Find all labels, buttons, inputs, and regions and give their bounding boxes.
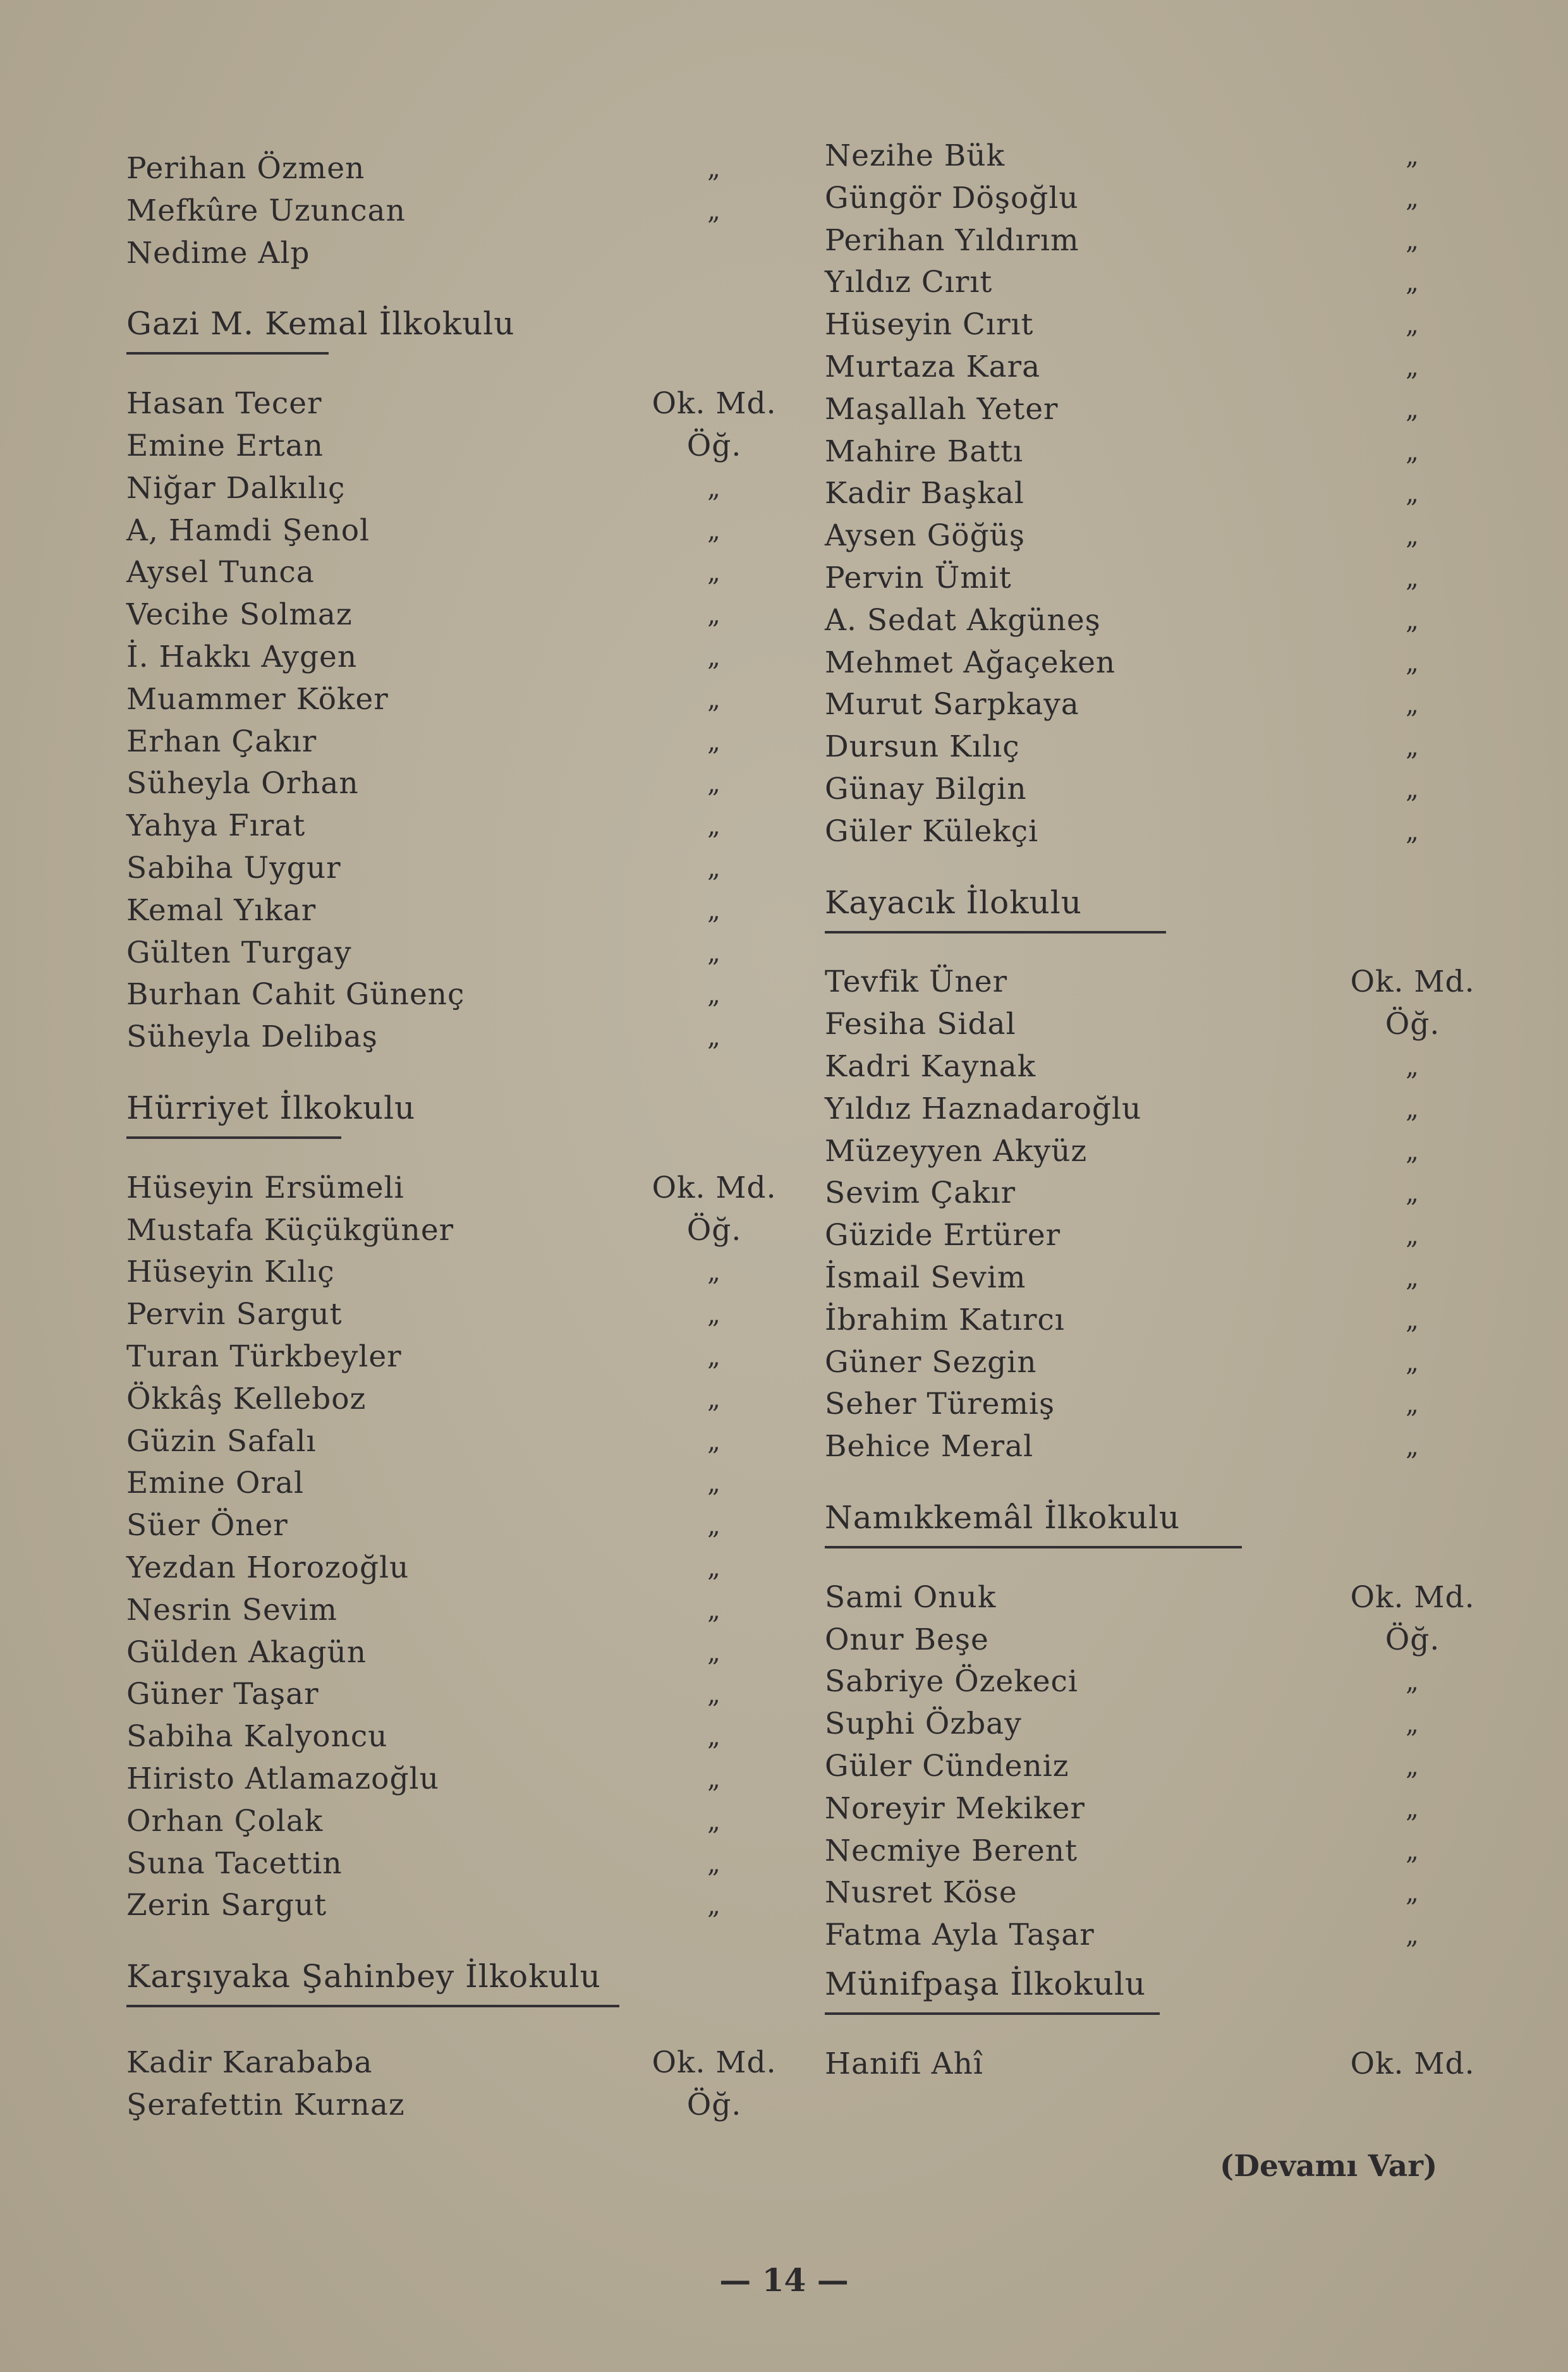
entry-row [126,1504,796,1548]
role-label: „ [707,1891,721,1921]
section-heading [126,1086,415,1130]
entry-row [126,550,796,595]
person-name: Burhan Cahit Günenç [126,977,465,1013]
person-name: Sabiha Kalyoncu [126,1719,388,1755]
person-name: Süheyla Delibaş [126,1019,378,1055]
person-name: Gülten Turgay [126,935,352,970]
person-name: Behice Meral [825,1429,1034,1464]
person-name: Niğar Dalkılıç [126,470,346,506]
entry-row [126,635,796,679]
person-name: Güzin Safalı [126,1423,317,1459]
section-title: Gazi M. Kemal İlkokulu [126,305,515,343]
role-label: „ [1406,183,1419,213]
person-name: Dursun Kılıç [825,729,1020,765]
entry-row [825,1425,1520,1469]
entry-row [126,1208,796,1253]
role-label: „ [707,1765,721,1794]
role-label: „ [1406,521,1419,551]
role-label: „ [707,558,721,588]
person-name: Nedime Alp [126,235,310,271]
section-heading [126,1954,601,1998]
entry-row [126,147,796,191]
entry-row [825,1913,1520,1957]
entry-row [825,1576,1520,1620]
person-name: Hüseyin Ersümeli [126,1170,404,1205]
section-heading [825,1495,1180,1540]
role-label: Öğ. [686,429,742,463]
section-heading [825,1962,1146,2006]
role-label: Öğ. [1385,1007,1440,1042]
role-label: Ok. Md. [1350,1579,1475,1615]
role-label: „ [1406,1878,1419,1908]
person-name: Süer Öner [126,1508,288,1543]
entry-row [825,683,1520,727]
entry-row [825,303,1520,347]
role-label: „ [707,896,721,925]
role-label: „ [1406,1136,1419,1166]
entry-row [126,1546,796,1590]
person-name: Yıldız Cırıt [825,265,993,300]
role-label: „ [1406,1836,1419,1866]
person-name: A. Sedat Akgüneş [825,602,1101,638]
entry-row [825,430,1520,474]
entry-row [126,1461,796,1505]
entry-row [825,387,1520,432]
section-heading [126,301,515,346]
person-name: Yıldız Haznadaroğlu [825,1091,1142,1126]
role-label: „ [1406,775,1419,804]
person-name: Hiristo Atlamazoğlu [126,1761,439,1796]
entry-row [825,219,1520,263]
person-name: Kadir Başkal [825,476,1024,511]
entry-row [126,1292,796,1337]
entry-row [126,1757,796,1801]
person-name: Perihan Özmen [126,151,365,186]
role-label: „ [707,1638,721,1667]
entry-row [825,556,1520,600]
entry-row [126,1883,796,1928]
role-label: „ [707,1384,721,1414]
role-label: „ [1406,1432,1419,1462]
entry-row [825,471,1520,516]
role-label: „ [707,1554,721,1583]
entry-row [825,725,1520,769]
person-name: Muammer Köker [126,681,389,717]
person-name: Yezdan Horozoğlu [126,1550,410,1585]
role-label: „ [707,980,721,1010]
person-name: Müzeyyen Akyüz [825,1133,1088,1169]
entry-row [126,424,796,468]
section-underline [126,2005,619,2007]
entry-row [126,1250,796,1294]
section-title: Münifpaşa İlkokulu [825,1966,1146,2002]
role-label: „ [1406,564,1419,593]
role-label: „ [707,854,721,883]
person-name: Sabriye Özekeci [825,1664,1078,1700]
role-label: „ [707,643,721,672]
section-title: Karşıyaka Şahinbey İlkokulu [126,1958,601,1995]
person-name: Sevim Çakır [825,1176,1016,1211]
entry-row [126,973,796,1017]
role-label: „ [707,1595,721,1625]
entry-row [126,231,796,276]
role-label: „ [707,727,721,757]
person-name: Murtaza Kara [825,350,1041,384]
role-label: „ [707,1722,721,1752]
person-name: Güler Külekçi [825,813,1039,849]
entry-row [825,345,1520,389]
entry-row [825,1618,1520,1662]
role-label: „ [1406,1390,1419,1420]
entry-row [126,678,796,722]
role-label: „ [1406,1263,1419,1292]
role-label: „ [1406,310,1419,340]
role-label: „ [1406,142,1419,171]
role-label: Ok. Md. [652,386,777,422]
role-label: „ [1406,226,1419,255]
role-label: Ok. Md. [1350,964,1475,1000]
entry-row [126,2083,796,2127]
section-underline [126,352,329,355]
role-label: „ [707,516,721,545]
role-label: „ [1406,437,1419,466]
entry-row [825,1660,1520,1704]
continuation-note: (Devamı Var) [1220,2149,1438,2184]
entry-row [825,767,1520,812]
person-name: Günay Bilgin [825,772,1027,806]
person-name: Fesiha Sidal [825,1007,1016,1042]
person-name: Mefkûre Uzuncan [126,193,406,228]
entry-row [825,641,1520,685]
entry-row [825,1002,1520,1047]
person-name: Süheyla Orhan [126,766,359,801]
entry-row [825,1702,1520,1746]
role-label: Öğ. [1385,1622,1440,1657]
person-name: Kadir Karababa [126,2045,373,2080]
person-name: Onur Beşe [825,1622,989,1657]
entry-row [126,1166,796,1210]
person-name: Emine Ertan [126,429,324,463]
role-label: „ [707,154,721,183]
person-name: Mustafa Küçükgüner [126,1212,454,1248]
role-label: „ [1406,648,1419,678]
role-label: „ [707,938,721,968]
entry-row [825,1382,1520,1426]
role-label: „ [707,196,721,226]
entry-row [825,599,1520,643]
person-name: Suphi Özbay [825,1706,1022,1742]
entry-row [126,509,796,553]
entry-row [126,1335,796,1379]
entry-row [825,2042,1520,2086]
entry-row [825,1045,1520,1089]
section-title: Hürriyet İlkokulu [126,1090,416,1126]
role-label: Ok. Md. [652,2045,777,2080]
role-label: „ [707,812,721,841]
entry-row [825,960,1520,1004]
role-label: „ [1406,1752,1419,1781]
entry-row [825,1744,1520,1789]
person-name: Zerin Sargut [126,1888,327,1923]
person-name: Ökkâş Kelleboz [126,1381,367,1416]
person-name: Pervin Ümit [825,561,1012,595]
entry-row [825,1087,1520,1131]
entry-row [126,1015,796,1059]
role-label: Ok. Md. [1350,2046,1475,2081]
role-label: „ [1406,817,1419,846]
entry-row [126,1672,796,1717]
person-name: Hüseyin Kılıç [126,1255,335,1290]
role-label: „ [1406,605,1419,635]
person-name: Vecihe Solmaz [126,597,353,633]
entry-row [126,1377,796,1421]
person-name: Erhan Çakır [126,724,317,759]
role-label: „ [1406,268,1419,298]
person-name: Aysen Göğüş [825,518,1026,554]
person-name: Mahire Battı [825,434,1024,469]
person-name: Nezihe Bük [825,138,1006,173]
page-number: — 14 — [719,2261,849,2299]
role-label: „ [1406,1052,1419,1081]
role-label: „ [707,473,721,503]
person-name: Aysel Tunca [126,555,315,590]
role-label: Ok. Md. [652,1170,777,1205]
person-name: Pervin Sargut [126,1297,343,1332]
section-heading [825,880,1082,925]
role-label: „ [707,1426,721,1456]
role-label: „ [1406,1921,1419,1950]
entry-row [126,762,796,806]
entry-row [126,846,796,891]
person-name: Yahya Fırat [126,808,306,844]
role-label: „ [707,1300,721,1330]
person-name: Kemal Yıkar [126,892,317,928]
role-label: „ [1406,1347,1419,1377]
entry-row [126,1631,796,1675]
role-label: „ [1406,479,1419,509]
section-underline [825,931,1166,934]
person-name: Güner Taşar [126,1677,319,1712]
entry-row [825,1298,1520,1342]
person-name: Güzide Ertürer [825,1218,1061,1253]
role-label: Öğ. [686,1212,742,1248]
entry-row [825,1787,1520,1831]
person-name: Mehmet Ağaçeken [825,645,1116,680]
person-name: Hasan Tecer [126,386,322,422]
role-label: „ [707,600,721,630]
section-underline [825,2012,1160,2015]
person-name: Maşallah Yeter [825,391,1059,427]
person-name: Fatma Ayla Taşar [825,1918,1095,1953]
entry-row [825,810,1520,854]
role-label: „ [707,1342,721,1372]
person-name: Güngör Döşoğlu [825,180,1079,216]
role-label: „ [707,1469,721,1499]
role-label: Öğ. [686,2087,742,2122]
entry-row [126,466,796,511]
role-label: „ [1406,394,1419,424]
section-title: Namıkkemâl İlkokulu [825,1499,1181,1536]
person-name: Hüseyin Cırıt [825,307,1034,343]
entry-row [825,1129,1520,1174]
entry-row [126,2041,796,2085]
entry-row [825,260,1520,305]
entry-row [126,720,796,764]
entry-row [126,931,796,975]
person-name: Hanifi Ahî [825,2046,983,2081]
entry-row [825,514,1520,558]
entry-row [126,1799,796,1844]
person-name: Suna Tacettin [126,1846,343,1881]
person-name: Turan Türkbeyler [126,1339,402,1374]
section-underline [126,1136,341,1139]
entry-row [126,382,796,426]
section-title: Kayacık İlokulu [825,884,1082,921]
person-name: Emine Oral [126,1466,304,1501]
entry-row [126,1420,796,1464]
person-name: Nusret Köse [825,1875,1018,1911]
role-label: „ [1406,1667,1419,1697]
person-name: İsmail Sevim [825,1260,1026,1295]
person-name: Noreyir Mekiker [825,1791,1085,1826]
entry-row [126,189,796,233]
person-name: Perihan Yıldırım [825,222,1079,258]
entry-row [126,1842,796,1886]
person-name: Orhan Çolak [126,1803,324,1839]
entry-row [126,1715,796,1759]
person-name: Sami Onuk [825,1579,997,1615]
entry-row [825,1171,1520,1215]
role-label: „ [707,769,721,799]
role-label: „ [707,1258,721,1287]
entry-row [825,1256,1520,1300]
entry-row [825,1341,1520,1385]
role-label: „ [1406,1179,1419,1208]
role-label: „ [1406,733,1419,762]
person-name: Murut Sarpkaya [825,687,1079,722]
entry-row [825,176,1520,221]
person-name: Güner Sezgin [825,1344,1037,1380]
person-name: A, Hamdi Şenol [126,513,370,548]
entry-row [126,889,796,933]
role-label: „ [1406,1221,1419,1251]
role-label: „ [1406,1305,1419,1335]
entry-row [825,1213,1520,1258]
person-name: İ. Hakkı Aygen [126,640,358,674]
role-label: „ [707,1806,721,1836]
person-name: Kadri Kaynak [825,1049,1036,1084]
role-label: „ [707,1023,721,1052]
role-label: „ [1406,690,1419,720]
entry-row [825,1871,1520,1915]
entry-row [126,593,796,637]
role-label: „ [1406,1710,1419,1739]
person-name: Şerafettin Kurnaz [126,2087,405,2122]
role-label: „ [707,1849,721,1878]
entry-row [126,804,796,848]
section-underline [825,1546,1242,1548]
entry-row [825,1829,1520,1873]
role-label: „ [707,1511,721,1541]
role-label: „ [707,1680,721,1710]
person-name: Necmiye Berent [825,1833,1078,1868]
role-label: „ [1406,1094,1419,1124]
role-label: „ [1406,1794,1419,1823]
entry-row [126,1588,796,1633]
role-label: „ [707,684,721,714]
entry-row [825,134,1520,178]
person-name: Nesrin Sevim [126,1592,337,1627]
person-name: Seher Türemiş [825,1387,1055,1422]
person-name: Güler Cündeniz [825,1749,1069,1784]
person-name: Tevfik Üner [825,964,1008,1000]
person-name: Gülden Akagün [126,1634,367,1670]
person-name: İbrahim Katırcı [825,1302,1065,1337]
role-label: „ [1406,353,1419,382]
person-name: Sabiha Uygur [126,851,341,885]
